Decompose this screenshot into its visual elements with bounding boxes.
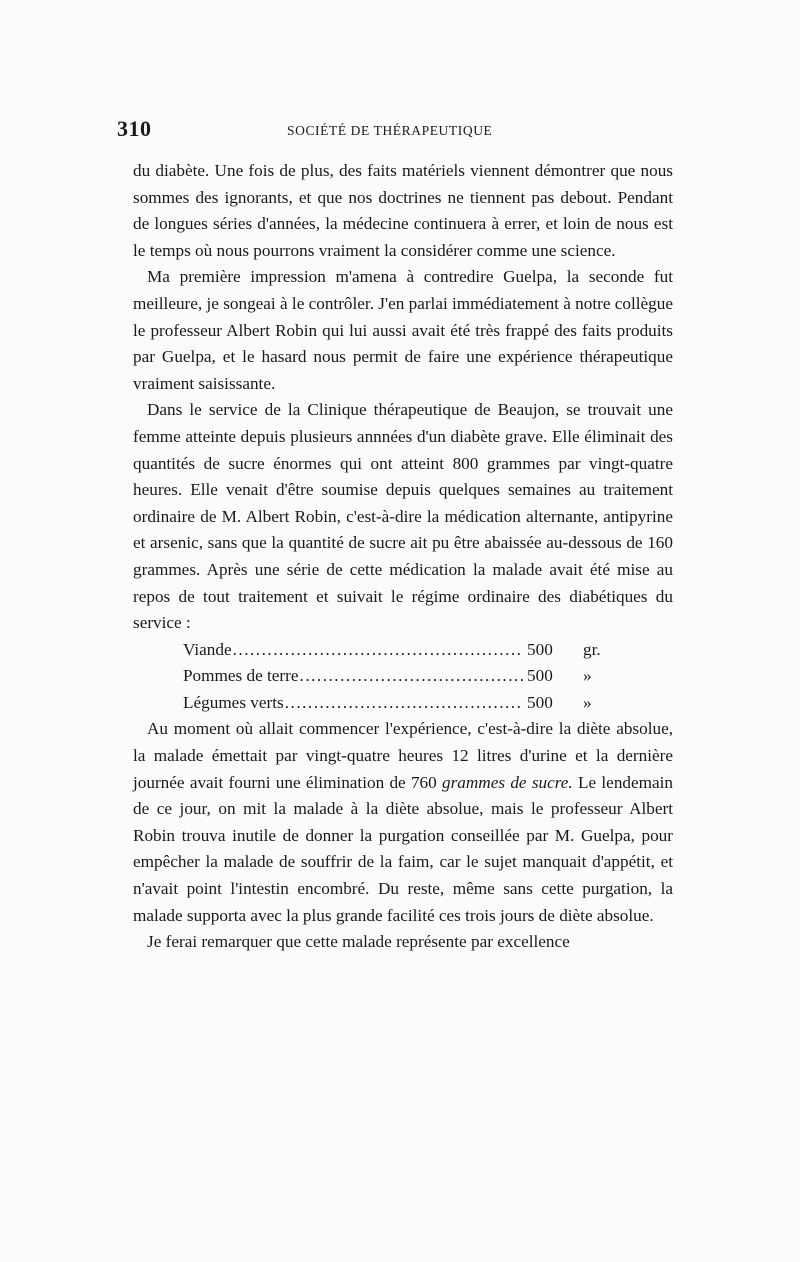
dot-leader — [233, 637, 523, 664]
page-number: 310 — [117, 116, 152, 141]
paragraph-4-part-2: Le lendemain de ce jour, on mit la malade à la diète absolue, mais le professeur Albert Robin trouva inutile de donner la purgation conseillée par M. Guelpa, pour empêcher la malade de souffrir de la faim, car le sujet manquait d'appétit, et n'avait point l'intestin encombré. Du reste, même sans cette purgation, la malade supporta avec la plus grande facilité ces trois jours de diète absolue. — [133, 772, 673, 925]
page-header — [117, 116, 677, 146]
paragraph-1: du diabète. Une fois de plus, des faits matériels viennent démontrer que nous sommes des ignorants, et que nos doctrines ne tiennent pas debout. Pendant de longues séries d'années, la médecine continuera à errer, et loin de nous est le temps où nous pourrons vraiment la considérer comme une science. — [133, 161, 673, 260]
paragraph-3: Dans le service de la Clinique thérapeutique de Beaujon, se trouvait une femme atteinte depuis plusieurs annnées d'un diabète grave. Elle éliminait des quantités de sucre énormes qui ont atteint 800 grammes par vingt-quatre heures. Elle venait d'être soumise depuis quelques semaines au traitement ordinaire de M. Albert Robin, c'est-à-dire la médication alternante, antipyrine et arsenic, sans que la quantité de sucre ait pu être abaissée au-dessous de 160 grammes. Après une série de cette médication la malade avait été mise au repos de tout traitement et suivait le régime ordinaire des diabétiques du service : — [133, 400, 673, 633]
diet-unit: » — [583, 666, 592, 686]
diet-item — [183, 690, 613, 717]
diet-item — [183, 637, 613, 664]
diet-list — [183, 637, 613, 717]
diet-food: Pommes de terre — [183, 666, 299, 686]
dot-leader — [285, 690, 523, 717]
paragraph-4 — [133, 716, 673, 929]
diet-unit: » — [583, 692, 592, 712]
paragraph-2: Ma première impression m'amena à contredire Guelpa, la seconde fut meilleure, je songeai à le contrôler. J'en parlai immédiatement à notre collègue le professeur Albert Robin qui lui aussi avait été très frappé des faits produits par Guelpa, et le hasard nous permit de faire une expérience thérapeutique vraiment saisissante. — [133, 267, 673, 393]
diet-quantity: 500 — [527, 692, 553, 712]
diet-unit: gr. — [583, 639, 601, 659]
diet-item — [183, 663, 613, 690]
diet-food: Légumes verts — [183, 692, 284, 712]
paragraph-4-italic: grammes de sucre. — [442, 772, 573, 792]
diet-quantity: 500 — [527, 639, 553, 659]
diet-quantity: 500 — [527, 666, 553, 686]
running-title: SOCIÉTÉ DE THÉRAPEUTIQUE — [287, 123, 493, 138]
paragraph-5: Je ferai remarquer que cette malade représente par excellence — [147, 932, 570, 952]
diet-food: Viande — [183, 639, 232, 659]
body-text — [133, 158, 673, 956]
dot-leader — [300, 663, 523, 690]
paragraph-4-part-1: Au moment où allait commencer l'expérience, c'est-à-dire la diète absolue, la malade émettait par vingt-quatre heures 12 litres d'urine et la dernière journée avait fourni une élimination de 760 — [133, 719, 673, 792]
